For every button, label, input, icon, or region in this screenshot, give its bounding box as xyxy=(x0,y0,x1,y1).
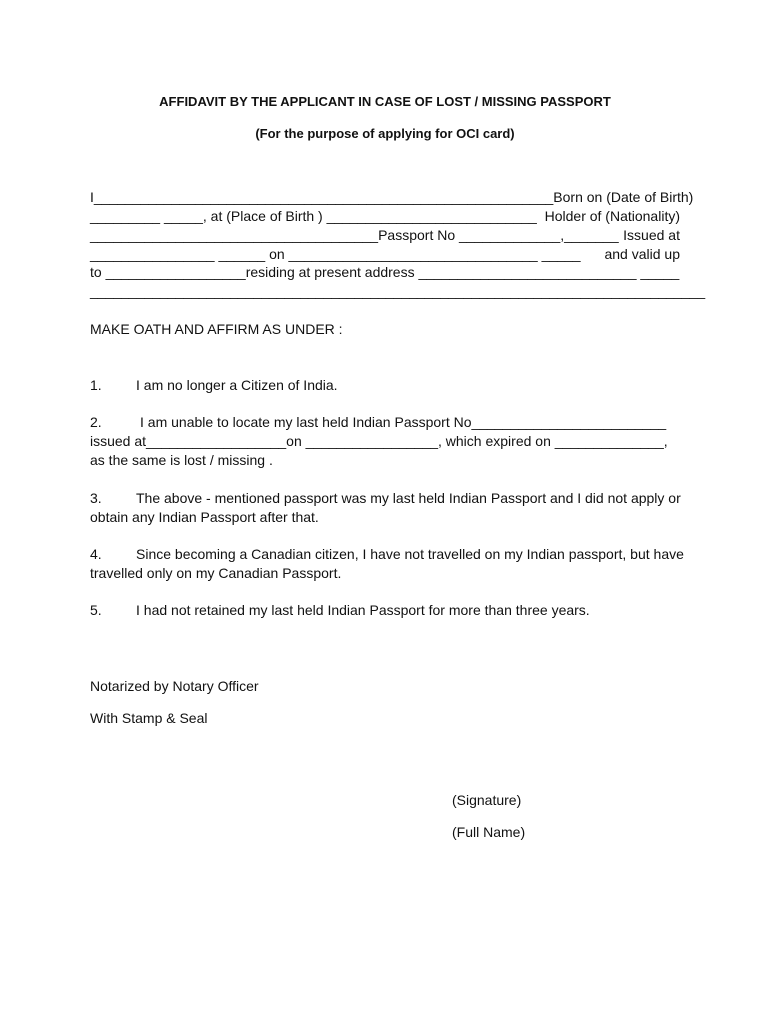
passport-no-blank: _____________________________________Passport No _____________,_______ xyxy=(90,227,619,243)
notary-line-2: With Stamp & Seal xyxy=(90,710,208,726)
item-text: I am no longer a Citizen of India. xyxy=(136,377,338,393)
nationality-label: Holder of (Nationality) xyxy=(544,208,680,224)
oath-heading: MAKE OATH AND AFFIRM AS UNDER : xyxy=(90,321,343,337)
signature-label: (Signature) xyxy=(452,792,522,808)
item-4-line-1 xyxy=(90,546,684,562)
applicant-line-1 xyxy=(90,189,694,205)
item-3-line-1 xyxy=(90,490,681,506)
applicant-line-4 xyxy=(90,246,680,262)
item-2-line-1 xyxy=(90,414,666,430)
applicant-name-blank: I___________________________________________________________ xyxy=(90,189,554,205)
place-of-birth-blank: _________ _____, at (Place of Birth ) ___________________________ xyxy=(90,208,537,224)
item-text: The above - mentioned passport was my last held Indian Passport and I did not apply or xyxy=(136,490,681,506)
full-name-label: (Full Name) xyxy=(452,824,526,840)
applicant-line-6: _______________________________________________________________________________ xyxy=(90,283,706,299)
document-subtitle: (For the purpose of applying for OCI card) xyxy=(255,126,515,141)
dob-label: Born on (Date of Birth) xyxy=(553,189,694,205)
applicant-line-5: to __________________residing at present address ____________________________ _____ xyxy=(90,264,680,280)
issue-date-blank: ________________ ______ on ________________________________ _____ xyxy=(90,246,581,262)
item-number: 5. xyxy=(90,602,102,618)
item-number: 2. xyxy=(90,414,102,430)
document-title: AFFIDAVIT BY THE APPLICANT IN CASE OF LOST / MISSING PASSPORT xyxy=(159,94,611,109)
issued-at-label: Issued at xyxy=(623,227,680,243)
item-text: Since becoming a Canadian citizen, I have not travelled on my Indian passport, but have xyxy=(136,546,684,562)
item-text: I had not retained my last held Indian Passport for more than three years. xyxy=(136,602,590,618)
valid-up-label: and valid up xyxy=(604,246,680,262)
item-text: I am unable to locate my last held Indian Passport No_________________________ xyxy=(140,414,667,430)
item-number: 1. xyxy=(90,377,102,393)
applicant-line-2 xyxy=(90,208,680,224)
item-2-line-3: as the same is lost / missing . xyxy=(90,452,273,468)
item-4-line-2: travelled only on my Canadian Passport. xyxy=(90,565,342,581)
item-3-line-2: obtain any Indian Passport after that. xyxy=(90,509,319,525)
item-2-line-2: issued at__________________on _________________, which expired on ______________, xyxy=(90,433,668,449)
item-number: 4. xyxy=(90,546,102,562)
notary-line-1: Notarized by Notary Officer xyxy=(90,678,259,694)
item-1 xyxy=(90,377,338,393)
applicant-line-3 xyxy=(90,227,680,243)
item-5 xyxy=(90,602,590,618)
item-number: 3. xyxy=(90,490,102,506)
